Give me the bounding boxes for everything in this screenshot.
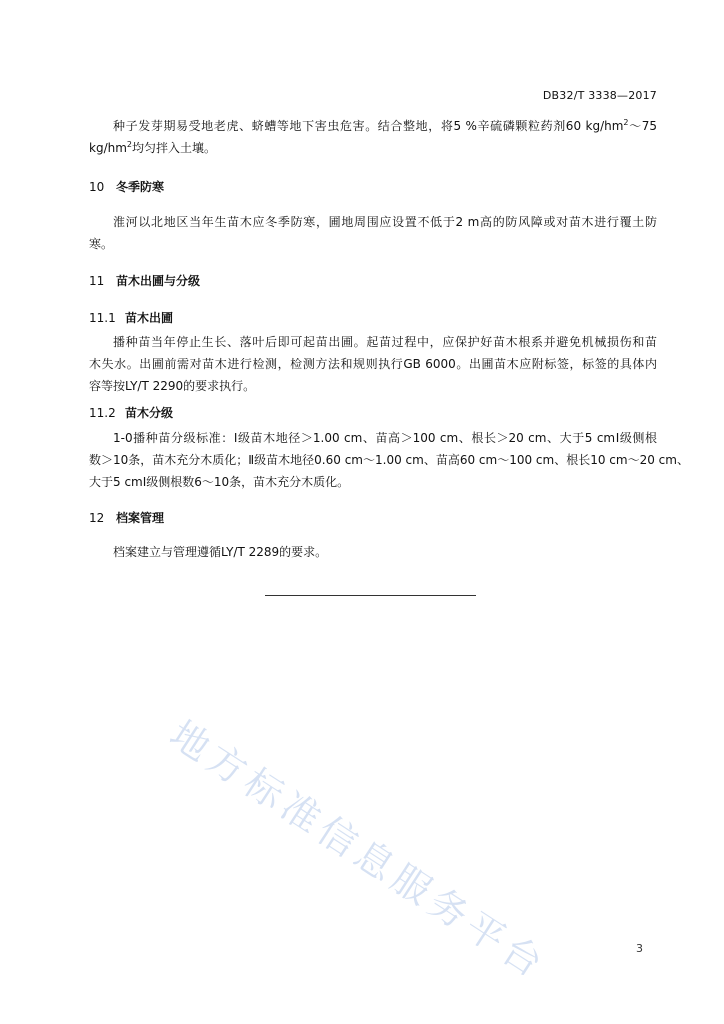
paragraph-line: 淮河以北地区当年生苗木应冬季防寒，圃地周围应设置不低于2 m高的防风障或对苗木进行覆土防 xyxy=(113,215,657,229)
section-number: 11 xyxy=(89,274,105,288)
section-heading-12 xyxy=(89,509,164,526)
paragraph-line: 档案建立与管理遵循LY/T 2289的要求。 xyxy=(113,545,328,559)
paragraph-line: $kg/hm^2$均匀拌入土壤。 xyxy=(89,140,217,155)
paragraph-winter-protection xyxy=(89,211,657,255)
section-title: 档案管理 xyxy=(116,511,165,525)
section-title: 冬季防寒 xyxy=(116,180,165,194)
paragraph-line: 种子发芽期易受地老虎、蛴螬等地下害虫危害。结合整地，将5 %辛硫磷颗粒药剂60 $kg/hm^2\sim 75$ xyxy=(113,118,657,133)
standard-code-header: DB32/T 3338—2017 xyxy=(542,89,657,102)
paragraph-line: 数＞10条，苗木充分木质化；Ⅱ级苗木地径0.60 cm～1.00 cm、苗高60 cm～100 cm、根长10 cm～20 cm、 xyxy=(89,453,689,467)
paragraph-line: 木失水。出圃前需对苗木进行检测，检测方法和规则执行GB 6000。出圃苗木应附标签，标签的具体内 xyxy=(89,357,657,371)
end-divider xyxy=(265,595,476,596)
paragraph-line: 寒。 xyxy=(89,237,114,251)
section-number: 11.2 xyxy=(89,406,116,420)
section-heading-10 xyxy=(89,178,164,195)
paragraph-seedling-lifting xyxy=(89,331,657,397)
paragraph-line: 1-0播种苗分级标准：Ⅰ级苗木地径＞1.00 cm、苗高＞100 cm、根长＞20 cm、大于5 cmⅠ级侧根 xyxy=(113,431,657,445)
section-number: 10 xyxy=(89,180,105,194)
section-title: 苗木分级 xyxy=(125,406,174,420)
section-number: 11.1 xyxy=(89,311,116,325)
watermark: 地方标准信息服务平台 xyxy=(162,711,556,989)
section-number: 12 xyxy=(89,511,105,525)
section-heading-11-1 xyxy=(89,309,173,326)
section-title: 苗木出圃 xyxy=(125,311,174,325)
paragraph-line: 大于5 cmⅠ级侧根数6～10条，苗木充分木质化。 xyxy=(89,475,350,489)
paragraph-line: 容等按LY/T 2290的要求执行。 xyxy=(89,379,256,393)
paragraph-seedling-grading xyxy=(89,427,689,493)
paragraph-pest-control xyxy=(89,115,657,159)
section-title: 苗木出圃与分级 xyxy=(116,274,201,288)
paragraph-line: 播种苗当年停止生长、落叶后即可起苗出圃。起苗过程中，应保护好苗木根系并避免机械损伤和苗 xyxy=(113,335,657,349)
section-heading-11 xyxy=(89,272,200,289)
paragraph-archive-management xyxy=(89,541,657,563)
page-number: 3 xyxy=(636,942,643,955)
section-heading-11-2 xyxy=(89,404,173,421)
